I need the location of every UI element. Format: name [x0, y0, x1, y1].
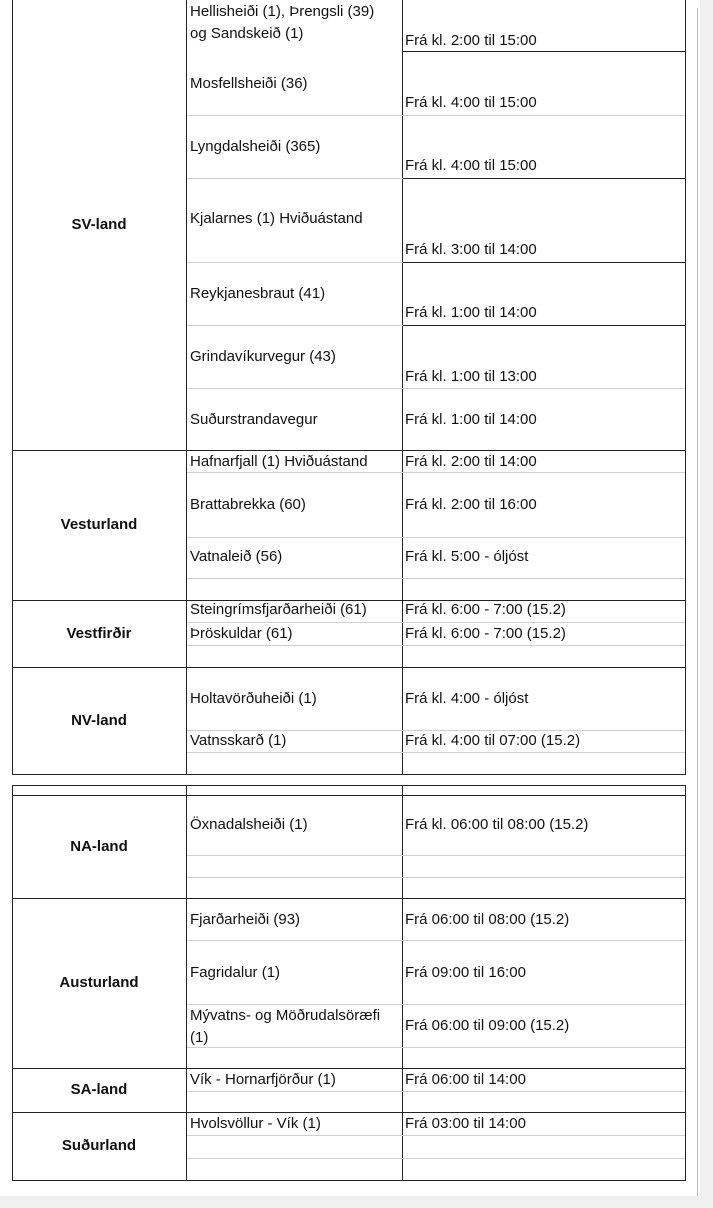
closure-time: Frá kl. 5:00 - óljóst	[405, 548, 529, 565]
road-name: Reykjanesbraut (41)	[190, 285, 326, 302]
road-name: Brattabrekka (60)	[190, 496, 306, 513]
closure-time: Frá 03:00 til 14:00	[405, 1115, 526, 1132]
closure-time: Frá kl. 6:00 - 7:00 (15.2)	[405, 625, 566, 642]
closure-time: Frá 06:00 til 14:00	[405, 1071, 526, 1088]
road-name: Steingrímsfjarðarheiði (61)	[190, 601, 367, 618]
road-name: Fagridalur (1)	[190, 964, 281, 981]
region-label: Vestfirðir	[66, 624, 132, 642]
road-name: Vatnsskarð (1)	[190, 732, 287, 749]
region-border	[12, 1112, 686, 1113]
row-divider	[187, 115, 685, 116]
table-left-border	[12, 0, 13, 774]
row-divider	[187, 855, 685, 856]
closure-time: Frá kl. 2:00 til 16:00	[405, 496, 537, 513]
time-column-border	[402, 785, 403, 1180]
road-name: Öxnadalsheiði (1)	[190, 816, 308, 833]
section-header-border	[12, 795, 686, 796]
region-border	[12, 774, 686, 775]
road-column-border	[186, 785, 187, 1180]
row-divider	[187, 1135, 685, 1136]
closure-time: Frá 06:00 til 09:00 (15.2)	[405, 1017, 570, 1034]
road-name: og Sandskeið (1)	[190, 25, 304, 42]
closure-time: Frá kl. 4:00 til 15:00	[405, 94, 537, 111]
road-name: Mosfellsheiði (36)	[190, 75, 308, 92]
row-divider	[187, 578, 685, 579]
row-divider	[187, 388, 685, 389]
row-divider	[187, 752, 685, 753]
region-label: SA-land	[70, 1081, 128, 1098]
closure-time: Frá kl. 4:00 - óljóst	[405, 690, 529, 707]
region-border	[12, 1068, 686, 1069]
time-column-border	[402, 0, 403, 774]
time-row-border	[403, 51, 685, 52]
closure-time: Frá kl. 1:00 til 14:00	[405, 304, 537, 321]
road-name: Mývatns- og Möðrudalsöræfi	[190, 1007, 381, 1024]
road-name: Kjalarnes (1) Hviðuástand	[190, 210, 363, 227]
region-label: Suðurland	[61, 1137, 137, 1154]
row-divider	[187, 622, 685, 623]
closure-time: Frá 09:00 til 16:00	[405, 964, 526, 981]
row-divider	[187, 537, 685, 538]
road-name: Hvolsvöllur - Vík (1)	[190, 1115, 321, 1132]
road-name: Þröskuldar (61)	[190, 625, 293, 642]
row-divider	[187, 940, 685, 941]
closure-time: Frá kl. 4:00 til 07:00 (15.2)	[405, 732, 581, 749]
road-name: Hellisheiði (1), Þrengsli (39)	[190, 3, 375, 20]
region-border	[12, 1180, 686, 1181]
road-name: (1)	[190, 1029, 209, 1046]
row-divider	[187, 645, 685, 646]
closure-time: Frá kl. 4:00 til 15:00	[405, 157, 537, 174]
closure-time: Frá kl. 1:00 til 14:00	[405, 411, 537, 428]
region-label: NA-land	[70, 837, 128, 855]
section-top-border	[12, 785, 686, 786]
closure-time: Frá kl. 2:00 til 15:00	[405, 32, 537, 49]
closure-time: Frá kl. 6:00 - 7:00 (15.2)	[405, 601, 566, 618]
row-divider	[187, 877, 685, 878]
closure-time: Frá 06:00 til 08:00 (15.2)	[405, 911, 570, 928]
time-row-border	[403, 262, 685, 263]
closure-time: Frá kl. 1:00 til 13:00	[405, 368, 537, 385]
region-border	[12, 667, 686, 668]
row-divider	[187, 1158, 685, 1159]
table-right-border	[685, 785, 686, 1180]
region-label: Austurland	[59, 974, 139, 991]
road-name: Holtavörðuheiði (1)	[190, 690, 317, 707]
page-edge	[697, 8, 698, 1196]
region-label: NV-land	[71, 711, 127, 729]
road-name: Lyngdalsheiði (365)	[190, 138, 321, 155]
row-divider	[187, 1091, 685, 1092]
region-label: Vesturland	[60, 516, 138, 533]
region-label: SV-land	[71, 216, 127, 233]
closure-time: Frá kl. 2:00 til 14:00	[405, 453, 537, 470]
closure-time: Frá kl. 3:00 til 14:00	[405, 241, 537, 258]
road-name: Fjarðarheiði (93)	[190, 911, 301, 928]
table-right-border	[685, 0, 686, 774]
road-name: Grindavíkurvegur (43)	[190, 348, 336, 365]
road-column-border	[186, 0, 187, 774]
road-name: Hafnarfjall (1) Hviðuástand	[190, 453, 368, 470]
time-row-border	[403, 325, 685, 326]
road-name: Suðurstrandavegur	[190, 411, 318, 428]
closure-time: Frá kl. 06:00 til 08:00 (15.2)	[405, 816, 589, 833]
road-name: Vík - Hornarfjörður (1)	[190, 1071, 336, 1088]
region-border	[12, 450, 686, 451]
row-divider	[187, 472, 685, 473]
row-divider	[187, 1047, 685, 1048]
time-row-border	[403, 178, 685, 179]
road-name: Vatnaleið (56)	[190, 548, 283, 565]
region-border	[12, 898, 686, 899]
row-divider	[187, 1004, 685, 1005]
